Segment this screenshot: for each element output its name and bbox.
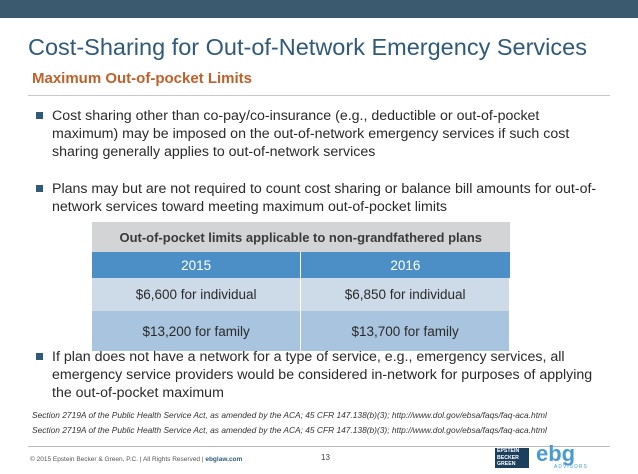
page-number: 13 (321, 453, 330, 462)
table-row (92, 278, 510, 311)
bullet-text: If plan does not have a network for a type of service, e.g., emergency services, all emergency service providers would be considered in-network for purposes of applying the out-of-pocket maximum (52, 349, 593, 401)
bullet-text: Plans may but are not required to count cost sharing or balance bill amounts for out-of-network services toward meeting maximum out-of-pocket limits (52, 181, 597, 215)
footer-divider (28, 446, 610, 447)
copyright-notice (30, 456, 242, 463)
logo-line: BECKER (497, 454, 519, 461)
epstein-becker-green-logo (495, 448, 529, 468)
top-bar (0, 0, 638, 18)
table-cell: $6,850 for individual (301, 278, 510, 311)
slide-subtitle: Maximum Out-of-pocket Limits (32, 70, 253, 87)
footnote: Section 2719A of the Public Health Service Act, as amended by the ACA; 45 CFR 147.138(b)(3); http://www.dol.gov/ebsa/faqs/faq-aca.html (32, 425, 547, 435)
table-header: Out-of-pocket limits applicable to non-grandfathered plans (92, 222, 510, 252)
square-bullet-icon (36, 112, 43, 119)
table-row (92, 311, 510, 351)
year-2016: 2016 (301, 252, 510, 278)
table-cell: $13,200 for family (92, 311, 301, 351)
footnote: Section 2719A of the Public Health Service Act, as amended by the ACA; 45 CFR 147.138(b)(3); http://www.dol.gov/ebsa/faqs/faq-aca.html (32, 410, 547, 420)
table-cell: $6,600 for individual (92, 278, 301, 311)
square-bullet-icon (36, 185, 43, 192)
logo-line: GREEN (497, 461, 516, 467)
year-2015: 2015 (92, 252, 301, 278)
slide-title: Cost-Sharing for Out-of-Network Emergency Services (28, 34, 587, 60)
title-divider (28, 95, 610, 96)
bullet-text: Cost sharing other than co-pay/co-insurance (e.g., deductible or out-of-pocket maximum) may be imposed on the out-of-network emergency services if such cost sharing generally applies to out-of-network services (52, 108, 570, 160)
bullet-item (36, 107, 606, 161)
ebg-advisors-logo (536, 441, 588, 470)
table-cell: $13,700 for family (301, 311, 510, 351)
website-link[interactable]: ebglaw.com (205, 456, 243, 463)
logo-sub: ADVISORS (554, 464, 588, 470)
bullet-item (36, 180, 606, 216)
table-year-row (92, 252, 510, 278)
square-bullet-icon (36, 353, 43, 360)
copyright-text: © 2015 Epstein Becker & Green, P.C. | All Rights Reserved | (30, 456, 204, 463)
logo-line: EPSTEIN (497, 448, 520, 454)
oop-limits-table (92, 222, 510, 351)
logo-word: ebg (536, 441, 576, 466)
bullet-item (36, 348, 606, 402)
table-header-row (92, 222, 510, 252)
